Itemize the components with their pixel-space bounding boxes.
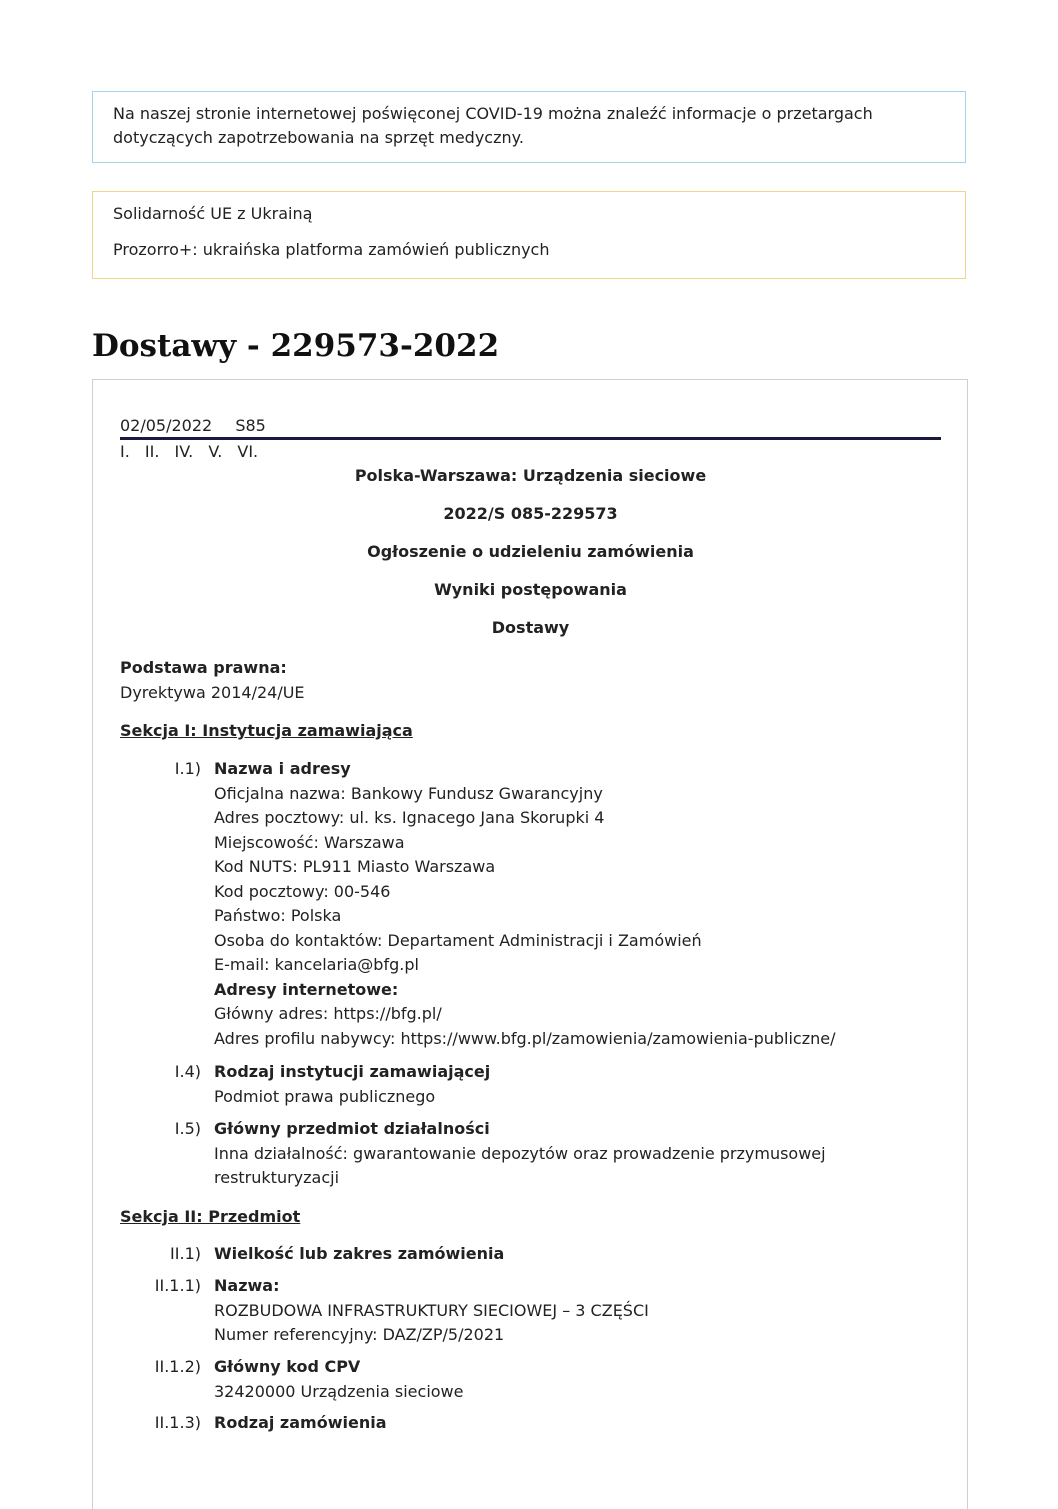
publication-date: 02/05/2022	[120, 416, 213, 435]
item-number: II.1.1)	[154, 1276, 201, 1295]
covid-notice	[92, 91, 966, 163]
place-subject: Polska-Warszawa: Urządzenia sieciowe	[354, 466, 707, 485]
ukraine-notice	[92, 191, 966, 279]
notice-reference: 2022/S 085-229573	[443, 504, 618, 523]
item-number: II.1.2)	[154, 1357, 201, 1376]
page-title: Dostawy - 229573-2022	[92, 328, 500, 364]
official-name: Oficjalna nazwa: Bankowy Fundusz Gwarancyjny	[214, 783, 603, 803]
item-title: Wielkość lub zakres zamówienia	[214, 1244, 505, 1263]
item-number: I.4)	[174, 1062, 201, 1081]
notice-type: Ogłoszenie o udzieleniu zamówienia	[367, 542, 694, 561]
results-label: Wyniki postępowania	[434, 580, 627, 599]
item-value: Inna działalność: gwarantowanie depozytów oraz prowadzenie przymusowej restrukturyzacji	[214, 1143, 826, 1187]
nav-section-4[interactable]: IV.	[174, 442, 194, 461]
reference-number: Numer referencyjny: DAZ/ZP/5/2021	[214, 1325, 505, 1344]
country: Państwo: Polska	[214, 906, 342, 925]
legal-basis-label: Podstawa prawna:	[120, 658, 287, 677]
contact-person: Osoba do kontaktów: Departament Administracji i Zamówień	[214, 930, 702, 950]
nav-section-6[interactable]: VI.	[237, 442, 259, 461]
legal-basis	[120, 656, 305, 705]
item-title: Nazwa i adresy	[214, 759, 351, 778]
prozorro-link[interactable]: Prozorro+: ukraińska platforma zamówień publicznych	[113, 240, 550, 259]
series-number: S85	[235, 416, 266, 435]
item-title: Rodzaj zamówienia	[214, 1413, 387, 1432]
ukraine-solidarity-link[interactable]: Solidarność UE z Ukrainą	[113, 204, 313, 223]
publication-meta	[120, 414, 284, 439]
nav-section-5[interactable]: V.	[208, 442, 223, 461]
notice-header	[120, 464, 941, 654]
email: E-mail: kancelaria@bfg.pl	[214, 955, 419, 974]
nav-section-2[interactable]: II.	[144, 442, 160, 461]
main-address[interactable]: Główny adres: https://bfg.pl/	[214, 1004, 442, 1023]
item-value: Podmiot prawa publicznego	[214, 1086, 436, 1106]
postal-code: Kod pocztowy: 00-546	[214, 881, 391, 901]
item-title: Rodzaj instytucji zamawiającej	[214, 1062, 491, 1081]
item-title: Główny przedmiot działalności	[214, 1119, 490, 1138]
item-number: II.1)	[170, 1244, 201, 1263]
legal-basis-value: Dyrektywa 2014/24/UE	[120, 682, 305, 702]
item-title: Główny kod CPV	[214, 1357, 361, 1376]
postal-address: Adres pocztowy: ul. ks. Ignacego Jana Skorupki 4	[214, 808, 605, 827]
section-1-heading: Sekcja I: Instytucja zamawiająca	[120, 721, 413, 740]
cpv-code: 32420000 Urządzenia sieciowe	[214, 1381, 464, 1401]
item-title: Nazwa:	[214, 1276, 280, 1295]
buyer-profile-address[interactable]: Adres profilu nabywcy: https://www.bfg.pl/zamowienia/zamowienia-publiczne/	[214, 1028, 836, 1048]
section-2-heading: Sekcja II: Przedmiot	[120, 1207, 301, 1226]
contract-type: Dostawy	[491, 618, 570, 637]
notice-document	[92, 379, 968, 1509]
contract-name: ROZBUDOWA INFRASTRUKTURY SIECIOWEJ – 3 CZĘŚCI	[214, 1300, 649, 1320]
section-navigation	[120, 440, 268, 465]
item-number: I.1)	[174, 759, 201, 778]
item-number: I.5)	[174, 1119, 201, 1138]
nuts-code: Kod NUTS: PL911 Miasto Warszawa	[214, 857, 496, 876]
web-addresses-title: Adresy internetowe:	[214, 979, 399, 999]
nav-section-1[interactable]: I.	[120, 442, 130, 461]
covid-notice-text: Na naszej stronie internetowej poświęconej COVID-19 można znaleźć informacje o przetargach dotyczących zapotrzebowania na sprzęt medyczny.	[113, 104, 873, 147]
town: Miejscowość: Warszawa	[214, 832, 405, 852]
item-number: II.1.3)	[154, 1413, 201, 1432]
